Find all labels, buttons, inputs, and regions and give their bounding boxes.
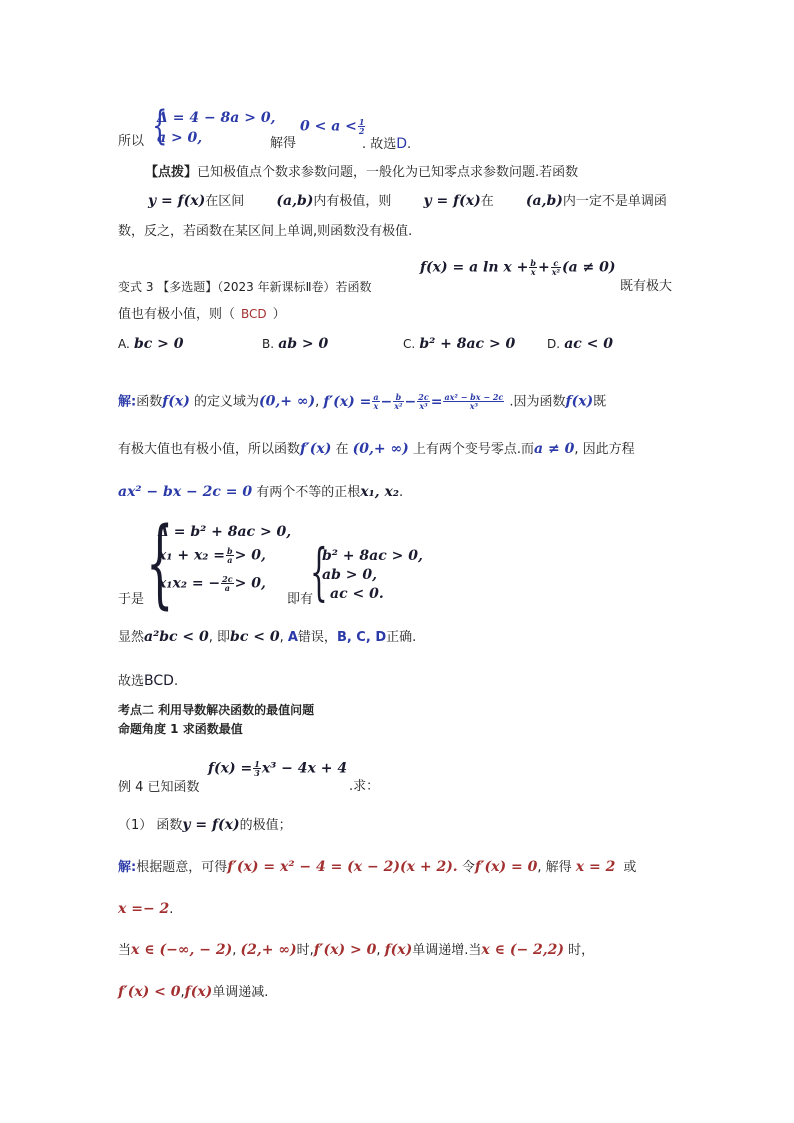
tip-line-1: 【点拨】已知极值点个数求参数问题，一般化为已知零点求参数问题.若函数 [145, 165, 579, 180]
solution2-line-4: f′(x) < 0,f(x)单调递减. [118, 984, 269, 1000]
conclusion-line: 显然a²bc < 0, 即bc < 0, A错误，B, C, D正确. [118, 629, 417, 645]
solution-line-3: ax² − bx − 2c = 0 有两个不等的正根x₁, x₂. [118, 484, 404, 500]
result-line-3: ac < 0. [330, 586, 384, 602]
solution2-line-3: 当x ∈ (−∞, − 2), (2,+ ∞)时,f′(x) > 0, f(x)单调递增.当x ∈ (− 2,2) 时， [118, 942, 595, 958]
solution-line-2: 有极大值也有极小值，所以函数f′(x) 在 (0,+ ∞) 上有两个变号零点.而a ≠ 0, 因此方程 [118, 441, 635, 457]
option-a: A. bc > 0 [118, 336, 184, 352]
variant3-head: 变式 3 【多选题】（2023 年新课标Ⅱ卷）若函数 [118, 280, 372, 294]
yushi-label: 于是 [118, 592, 145, 607]
option-b: B. ab > 0 [262, 336, 329, 352]
range-inequality: 0 < a < $\frac{1}{2}$ [300, 117, 365, 136]
solution2-line-1: 解:根据题意，可得f′(x) = x² − 4 = (x − 2)(x + 2). 令f′(x) = 0, 解得 x = 2 或 [118, 859, 637, 875]
a-positive-eq: a > 0, [157, 130, 203, 146]
option-d: D. ac < 0 [547, 336, 614, 352]
choose-bcd: 故选BCD. [118, 673, 179, 689]
option-c: C. b² + 8ac > 0 [403, 336, 516, 352]
system-line-2: x₁ + x₂ = $\frac{b}{a}$ > 0, [158, 546, 266, 565]
system-brace-2: { [146, 507, 174, 619]
result-line-2: ab > 0, [322, 567, 377, 583]
variant3-tail: 既有极大 [620, 279, 673, 294]
question-1: （1） 函数y = f(x)的极值； [118, 817, 292, 833]
jiyou-label: 即有 [287, 592, 314, 607]
so-label: 所以 [118, 134, 145, 149]
choose-text: . 故选D. [362, 136, 412, 152]
variant3-line2: 值也有极小值，则（ BCD ） [118, 307, 286, 322]
tip-line-2: y = f(x)在区间 (a,b)内有极值，则 y = f(x)在 (a,b)内一定不是单调函 [148, 193, 667, 209]
example4-qiu: .求： [349, 779, 380, 794]
section-subtitle: 命题角度 1 求函数最值 [118, 722, 243, 736]
system-line-3: x₁x₂ = − $\frac{2c}{a}$ > 0, [158, 574, 266, 593]
solution-line-1: 解:函数f(x) 的定义域为(0,+ ∞), f′(x) = $\frac{a}{x}$ − $\frac{b}{\text{x²}}$ − $\frac{2c}{\text{x³}}$ = $\frac{\text{ax² − bx − 2c}}{\text{x³}}$ .因为函数f(x)既 [118, 392, 607, 411]
solution2-line-2: x =− 2. [118, 901, 174, 917]
example4-function: f(x) = $\frac{1}{3}$ x³ − 4x + 4 [208, 759, 348, 778]
variant3-function: f(x) = a ln x + $\frac{b}{x}$ + $\frac{c}{\text{x²}}$ (a ≠ 0) [420, 258, 616, 277]
discriminant-eq: Δ = 4 − 8a > 0, [157, 110, 276, 126]
system-line-1: Δ = b² + 8ac > 0, [158, 524, 292, 540]
example4-head: 例 4 已知函数 [118, 780, 200, 795]
tip-line-3: 数，反之，若函数在某区间上单调,则函数没有极值. [118, 224, 413, 239]
result-line-1: b² + 8ac > 0, [322, 548, 423, 564]
solve-label: 解得 [270, 136, 297, 151]
system-brace-3: { [310, 535, 328, 608]
system-brace: { [152, 103, 168, 149]
section-title: 考点二 利用导数解决函数的最值问题 [118, 703, 315, 717]
